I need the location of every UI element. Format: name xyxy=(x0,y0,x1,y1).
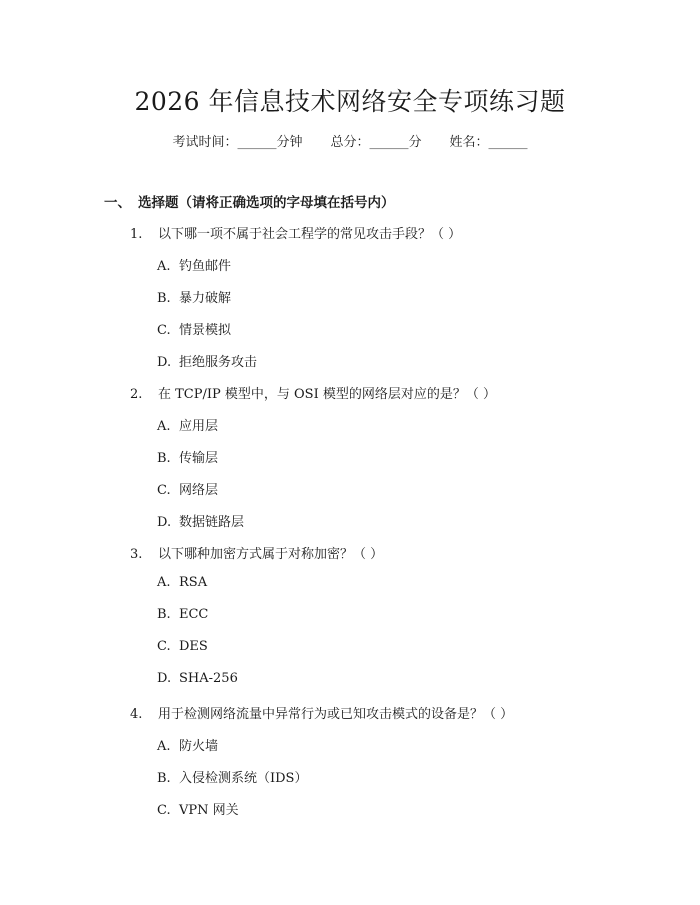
option-letter: D. xyxy=(157,355,172,370)
option-letter: C. xyxy=(157,483,171,498)
option-letter: D. xyxy=(157,515,172,530)
question-text: 用于检测网络流量中异常行为或已知攻击模式的设备是？（ ） xyxy=(158,707,514,722)
option-letter: A. xyxy=(157,575,171,590)
option-letter: C. xyxy=(157,323,171,338)
option-1d xyxy=(157,351,257,370)
option-letter: B. xyxy=(157,607,171,622)
option-text: SHA-256 xyxy=(179,671,238,686)
question-number: 3. xyxy=(130,547,143,562)
question-4 xyxy=(130,703,513,722)
section-number: 一、 xyxy=(104,195,131,211)
option-letter: B. xyxy=(157,771,171,786)
option-1a xyxy=(157,255,231,274)
option-2c xyxy=(157,479,218,498)
name-blank: ______ xyxy=(488,135,528,150)
option-text: 入侵检测系统（IDS） xyxy=(179,771,308,786)
option-4a xyxy=(157,735,218,754)
option-letter: C. xyxy=(157,803,171,818)
question-number: 1. xyxy=(130,227,143,242)
option-3d xyxy=(157,671,238,686)
option-text: 情景模拟 xyxy=(179,323,232,338)
option-2a xyxy=(157,415,218,434)
score-unit: 分 xyxy=(408,135,422,150)
option-text: 拒绝服务攻击 xyxy=(179,355,258,370)
section-title: 选择题（请将正确选项的字母填在括号内） xyxy=(138,195,395,211)
option-letter: A. xyxy=(157,259,171,274)
question-2 xyxy=(130,383,496,402)
option-letter: C. xyxy=(157,639,171,654)
page-title: 2026 年信息技术网络安全专项练习题 xyxy=(134,87,566,116)
option-4b xyxy=(157,767,307,786)
option-1c xyxy=(157,319,231,338)
question-number: 4. xyxy=(130,707,143,722)
option-text: 网络层 xyxy=(179,483,219,498)
option-letter: B. xyxy=(157,291,171,306)
option-letter: A. xyxy=(157,739,171,754)
option-2d xyxy=(157,511,244,530)
time-unit: 分钟 xyxy=(276,135,303,150)
question-text: 以下哪一项不属于社会工程学的常见攻击手段？（ ） xyxy=(158,227,462,242)
name-label: 姓名： xyxy=(449,135,489,150)
option-text: 应用层 xyxy=(179,419,219,434)
time-blank: ______ xyxy=(237,135,277,150)
question-text: 以下哪种加密方式属于对称加密？（ ） xyxy=(158,547,384,562)
option-text: ECC xyxy=(179,607,209,622)
option-3b xyxy=(157,607,208,622)
option-text: 钓鱼邮件 xyxy=(179,259,232,274)
section-heading xyxy=(104,191,395,211)
score-label: 总分： xyxy=(330,135,370,150)
option-2b xyxy=(157,447,218,466)
option-3a xyxy=(157,575,207,590)
option-text: 传输层 xyxy=(179,451,219,466)
question-3 xyxy=(130,543,383,562)
option-text: RSA xyxy=(179,575,208,590)
option-3c xyxy=(157,639,208,654)
option-4c xyxy=(157,799,239,818)
option-letter: A. xyxy=(157,419,171,434)
option-text: DES xyxy=(179,639,208,654)
option-text: 数据链路层 xyxy=(179,515,245,530)
option-letter: D. xyxy=(157,671,172,686)
time-label: 考试时间： xyxy=(172,135,238,150)
question-1 xyxy=(130,223,461,242)
option-letter: B. xyxy=(157,451,171,466)
option-text: 防火墙 xyxy=(179,739,219,754)
score-blank: ______ xyxy=(369,135,409,150)
question-text: 在 TCP/IP 模型中，与 OSI 模型的网络层对应的是？（ ） xyxy=(158,387,496,402)
question-number: 2. xyxy=(130,387,143,402)
option-1b xyxy=(157,287,231,306)
exam-meta-line xyxy=(0,131,700,150)
option-text: VPN 网关 xyxy=(179,803,239,818)
option-text: 暴力破解 xyxy=(179,291,232,306)
